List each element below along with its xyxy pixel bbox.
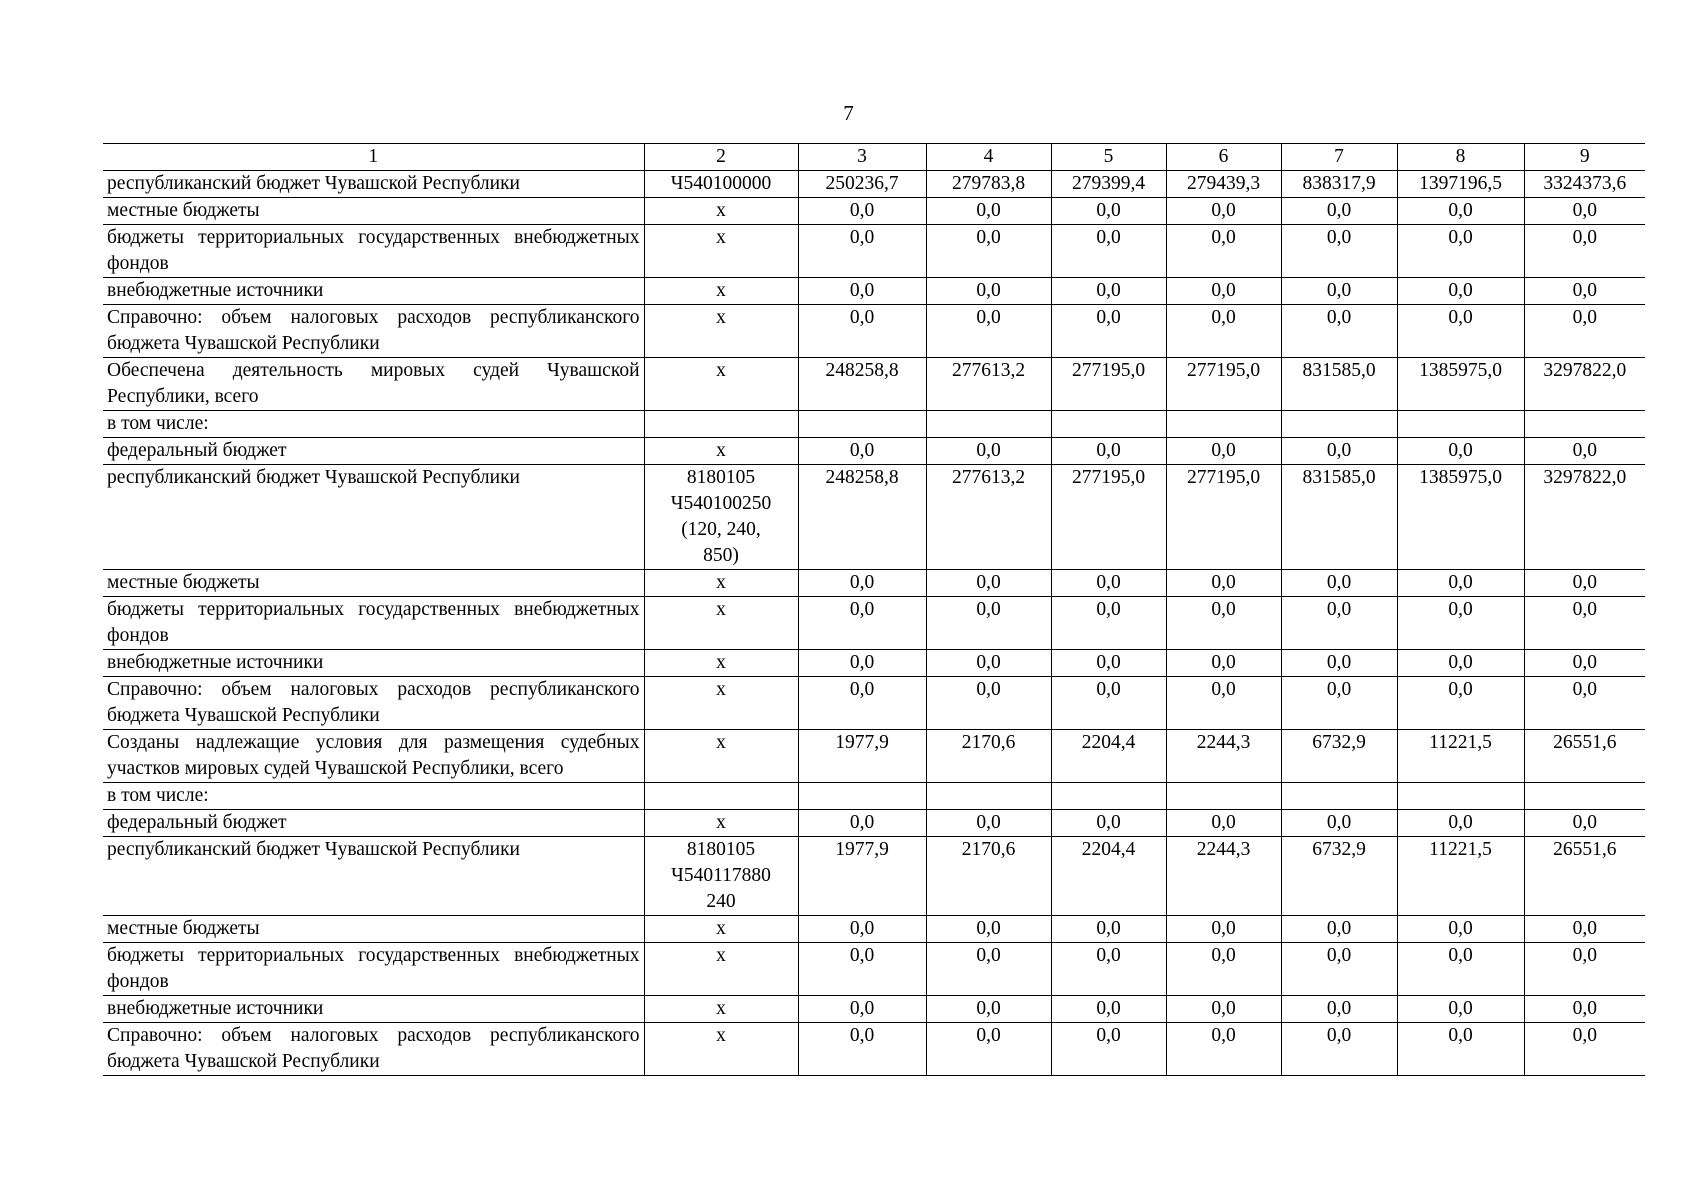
value-cell: 0,0 <box>926 1023 1051 1076</box>
row-label: в том числе: <box>103 411 644 438</box>
value-cell: 831585,0 <box>1281 465 1397 570</box>
value-cell: 831585,0 <box>1281 358 1397 411</box>
table-row <box>103 1023 1645 1076</box>
value-cell: 0,0 <box>926 650 1051 677</box>
value-cell: 0,0 <box>1166 438 1281 465</box>
value-cell: 0,0 <box>1397 1023 1524 1076</box>
value-cell: 0,0 <box>1524 597 1645 650</box>
table-row <box>103 438 1645 465</box>
value-cell: 248258,8 <box>798 465 926 570</box>
value-cell: 0,0 <box>1051 810 1166 837</box>
value-cell: 0,0 <box>1166 570 1281 597</box>
column-number: 3 <box>798 144 926 171</box>
value-cell: 0,0 <box>1281 438 1397 465</box>
column-number: 9 <box>1524 144 1645 171</box>
row-label: республиканский бюджет Чувашской Республики <box>103 171 644 198</box>
value-cell <box>1281 411 1397 438</box>
value-cell: 0,0 <box>1166 225 1281 278</box>
value-cell: 1385975,0 <box>1397 465 1524 570</box>
value-cell: 277195,0 <box>1051 358 1166 411</box>
budget-code: x <box>644 1023 798 1076</box>
value-cell: 0,0 <box>1051 943 1166 996</box>
value-cell: 0,0 <box>798 305 926 358</box>
value-cell: 0,0 <box>1051 597 1166 650</box>
table-row <box>103 198 1645 225</box>
budget-code <box>644 783 798 810</box>
value-cell: 0,0 <box>1524 1023 1645 1076</box>
row-label: внебюджетные источники <box>103 650 644 677</box>
budget-code: x <box>644 943 798 996</box>
value-cell: 0,0 <box>1397 198 1524 225</box>
table-row <box>103 810 1645 837</box>
row-label: Созданы надлежащие условия для размещения судебных участков мировых судей Чувашской Республики, всего <box>103 730 644 783</box>
value-cell <box>1524 411 1645 438</box>
value-cell <box>1397 411 1524 438</box>
table-row <box>103 597 1645 650</box>
value-cell: 0,0 <box>1524 225 1645 278</box>
value-cell: 0,0 <box>1397 650 1524 677</box>
row-label: местные бюджеты <box>103 570 644 597</box>
value-cell: 0,0 <box>1524 677 1645 730</box>
row-label: местные бюджеты <box>103 198 644 225</box>
value-cell: 0,0 <box>1397 996 1524 1023</box>
value-cell <box>1281 783 1397 810</box>
value-cell: 279439,3 <box>1166 171 1281 198</box>
value-cell: 0,0 <box>926 198 1051 225</box>
table-row <box>103 650 1645 677</box>
value-cell: 1977,9 <box>798 837 926 916</box>
value-cell: 0,0 <box>1281 943 1397 996</box>
column-number: 8 <box>1397 144 1524 171</box>
value-cell: 248258,8 <box>798 358 926 411</box>
table-row <box>103 171 1645 198</box>
value-cell: 0,0 <box>1281 278 1397 305</box>
value-cell: 0,0 <box>1281 650 1397 677</box>
table-row <box>103 730 1645 783</box>
value-cell: 2244,3 <box>1166 837 1281 916</box>
value-cell: 0,0 <box>798 650 926 677</box>
column-number: 1 <box>103 144 644 171</box>
value-cell: 0,0 <box>1524 943 1645 996</box>
budget-code: x <box>644 677 798 730</box>
value-cell: 0,0 <box>1166 677 1281 730</box>
value-cell: 0,0 <box>1051 278 1166 305</box>
value-cell: 3297822,0 <box>1524 358 1645 411</box>
value-cell: 0,0 <box>1166 278 1281 305</box>
value-cell <box>1166 411 1281 438</box>
value-cell: 0,0 <box>1166 996 1281 1023</box>
value-cell: 0,0 <box>1397 916 1524 943</box>
value-cell: 0,0 <box>1397 677 1524 730</box>
value-cell: 0,0 <box>798 1023 926 1076</box>
row-label: бюджеты территориальных государственных внебюджетных фондов <box>103 943 644 996</box>
value-cell: 0,0 <box>1524 198 1645 225</box>
budget-code: x <box>644 597 798 650</box>
value-cell: 0,0 <box>1397 225 1524 278</box>
budget-code: x <box>644 278 798 305</box>
row-label: внебюджетные источники <box>103 996 644 1023</box>
value-cell: 277613,2 <box>926 465 1051 570</box>
row-label: республиканский бюджет Чувашской Республики <box>103 837 644 916</box>
column-number: 2 <box>644 144 798 171</box>
value-cell: 0,0 <box>1281 570 1397 597</box>
value-cell: 0,0 <box>1051 225 1166 278</box>
value-cell: 11221,5 <box>1397 730 1524 783</box>
value-cell: 0,0 <box>798 943 926 996</box>
value-cell: 277613,2 <box>926 358 1051 411</box>
table-row <box>103 783 1645 810</box>
value-cell: 279399,4 <box>1051 171 1166 198</box>
value-cell: 0,0 <box>1397 810 1524 837</box>
value-cell: 0,0 <box>798 597 926 650</box>
value-cell: 0,0 <box>1281 810 1397 837</box>
value-cell: 0,0 <box>1281 198 1397 225</box>
budget-code: x <box>644 358 798 411</box>
value-cell <box>1524 783 1645 810</box>
value-cell: 0,0 <box>926 438 1051 465</box>
column-number-row <box>103 144 1645 171</box>
value-cell: 0,0 <box>1166 597 1281 650</box>
value-cell: 0,0 <box>798 225 926 278</box>
value-cell: 0,0 <box>1051 570 1166 597</box>
value-cell: 0,0 <box>926 916 1051 943</box>
value-cell: 0,0 <box>1166 810 1281 837</box>
value-cell: 6732,9 <box>1281 730 1397 783</box>
value-cell: 0,0 <box>1051 916 1166 943</box>
value-cell: 0,0 <box>1524 305 1645 358</box>
budget-code: x <box>644 570 798 597</box>
value-cell: 0,0 <box>1051 198 1166 225</box>
budget-code: x <box>644 650 798 677</box>
value-cell: 26551,6 <box>1524 730 1645 783</box>
table-body <box>103 144 1645 1076</box>
budget-code: x <box>644 916 798 943</box>
budget-code: 8180105 Ч540100250 (120, 240, 850) <box>644 465 798 570</box>
value-cell: 0,0 <box>1397 597 1524 650</box>
value-cell: 0,0 <box>1524 916 1645 943</box>
value-cell: 0,0 <box>798 810 926 837</box>
column-number: 6 <box>1166 144 1281 171</box>
value-cell: 0,0 <box>926 810 1051 837</box>
table-row <box>103 837 1645 916</box>
value-cell <box>798 783 926 810</box>
budget-code: x <box>644 438 798 465</box>
table-row <box>103 358 1645 411</box>
value-cell: 0,0 <box>798 996 926 1023</box>
page-number: 7 <box>843 101 854 125</box>
table-row <box>103 996 1645 1023</box>
row-label: Справочно: объем налоговых расходов республиканского бюджета Чувашской Республики <box>103 1023 644 1076</box>
value-cell: 0,0 <box>926 996 1051 1023</box>
table-row <box>103 225 1645 278</box>
budget-table <box>103 143 1645 1076</box>
value-cell: 0,0 <box>1281 677 1397 730</box>
value-cell <box>926 411 1051 438</box>
column-number: 5 <box>1051 144 1166 171</box>
value-cell: 1397196,5 <box>1397 171 1524 198</box>
value-cell: 0,0 <box>926 570 1051 597</box>
value-cell: 2204,4 <box>1051 837 1166 916</box>
value-cell: 26551,6 <box>1524 837 1645 916</box>
value-cell: 0,0 <box>1281 305 1397 358</box>
value-cell: 0,0 <box>926 943 1051 996</box>
value-cell: 0,0 <box>1397 438 1524 465</box>
value-cell: 0,0 <box>1524 996 1645 1023</box>
row-label: Справочно: объем налоговых расходов республиканского бюджета Чувашской Республики <box>103 677 644 730</box>
value-cell: 0,0 <box>1166 305 1281 358</box>
budget-code <box>644 411 798 438</box>
value-cell <box>1051 411 1166 438</box>
value-cell: 0,0 <box>1281 225 1397 278</box>
budget-code: 8180105 Ч540117880 240 <box>644 837 798 916</box>
value-cell <box>1051 783 1166 810</box>
value-cell: 0,0 <box>1397 278 1524 305</box>
value-cell: 0,0 <box>1166 943 1281 996</box>
value-cell: 279783,8 <box>926 171 1051 198</box>
budget-code: x <box>644 730 798 783</box>
value-cell: 277195,0 <box>1051 465 1166 570</box>
row-label: бюджеты территориальных государственных внебюджетных фондов <box>103 597 644 650</box>
value-cell: 0,0 <box>1281 916 1397 943</box>
value-cell: 0,0 <box>1051 677 1166 730</box>
budget-code: x <box>644 198 798 225</box>
value-cell: 0,0 <box>926 305 1051 358</box>
value-cell: 0,0 <box>1051 305 1166 358</box>
value-cell: 0,0 <box>926 597 1051 650</box>
value-cell: 0,0 <box>1051 650 1166 677</box>
budget-code: x <box>644 810 798 837</box>
value-cell: 838317,9 <box>1281 171 1397 198</box>
value-cell: 0,0 <box>1397 943 1524 996</box>
value-cell: 0,0 <box>798 570 926 597</box>
value-cell: 0,0 <box>1166 198 1281 225</box>
table-row <box>103 411 1645 438</box>
column-number: 7 <box>1281 144 1397 171</box>
value-cell: 0,0 <box>1524 438 1645 465</box>
value-cell: 2170,6 <box>926 837 1051 916</box>
value-cell: 0,0 <box>1051 996 1166 1023</box>
value-cell: 2244,3 <box>1166 730 1281 783</box>
value-cell: 0,0 <box>1281 996 1397 1023</box>
column-number: 4 <box>926 144 1051 171</box>
value-cell <box>1166 783 1281 810</box>
value-cell: 2170,6 <box>926 730 1051 783</box>
row-label: Обеспечена деятельность мировых судей Чувашской Республики, всего <box>103 358 644 411</box>
value-cell <box>798 411 926 438</box>
row-label: местные бюджеты <box>103 916 644 943</box>
value-cell: 0,0 <box>1166 1023 1281 1076</box>
row-label: в том числе: <box>103 783 644 810</box>
value-cell: 277195,0 <box>1166 358 1281 411</box>
row-label: бюджеты территориальных государственных внебюджетных фондов <box>103 225 644 278</box>
value-cell: 277195,0 <box>1166 465 1281 570</box>
value-cell: 11221,5 <box>1397 837 1524 916</box>
value-cell: 0,0 <box>1524 278 1645 305</box>
value-cell: 0,0 <box>1524 650 1645 677</box>
table-row <box>103 465 1645 570</box>
budget-code: x <box>644 305 798 358</box>
value-cell: 0,0 <box>1281 597 1397 650</box>
value-cell: 0,0 <box>1051 438 1166 465</box>
table-row <box>103 916 1645 943</box>
table-row <box>103 943 1645 996</box>
value-cell: 0,0 <box>1524 810 1645 837</box>
value-cell: 0,0 <box>798 677 926 730</box>
value-cell: 2204,4 <box>1051 730 1166 783</box>
table-row <box>103 677 1645 730</box>
row-label: республиканский бюджет Чувашской Республики <box>103 465 644 570</box>
value-cell: 3324373,6 <box>1524 171 1645 198</box>
value-cell <box>1397 783 1524 810</box>
value-cell: 0,0 <box>798 438 926 465</box>
value-cell: 0,0 <box>1524 570 1645 597</box>
value-cell: 0,0 <box>798 278 926 305</box>
value-cell: 0,0 <box>926 225 1051 278</box>
value-cell: 3297822,0 <box>1524 465 1645 570</box>
value-cell: 0,0 <box>1281 1023 1397 1076</box>
row-label: внебюджетные источники <box>103 278 644 305</box>
value-cell: 0,0 <box>798 198 926 225</box>
table-row <box>103 278 1645 305</box>
value-cell: 0,0 <box>926 278 1051 305</box>
value-cell <box>926 783 1051 810</box>
table-row <box>103 305 1645 358</box>
row-label: федеральный бюджет <box>103 810 644 837</box>
budget-code: x <box>644 225 798 278</box>
value-cell: 0,0 <box>926 677 1051 730</box>
budget-code: x <box>644 996 798 1023</box>
value-cell: 0,0 <box>1397 570 1524 597</box>
value-cell: 0,0 <box>798 916 926 943</box>
row-label: федеральный бюджет <box>103 438 644 465</box>
value-cell: 1385975,0 <box>1397 358 1524 411</box>
value-cell: 0,0 <box>1397 305 1524 358</box>
value-cell: 0,0 <box>1166 916 1281 943</box>
row-label: Справочно: объем налоговых расходов республиканского бюджета Чувашской Республики <box>103 305 644 358</box>
value-cell: 0,0 <box>1051 1023 1166 1076</box>
value-cell: 1977,9 <box>798 730 926 783</box>
value-cell: 250236,7 <box>798 171 926 198</box>
budget-code: Ч540100000 <box>644 171 798 198</box>
value-cell: 0,0 <box>1166 650 1281 677</box>
value-cell: 6732,9 <box>1281 837 1397 916</box>
table-row <box>103 570 1645 597</box>
